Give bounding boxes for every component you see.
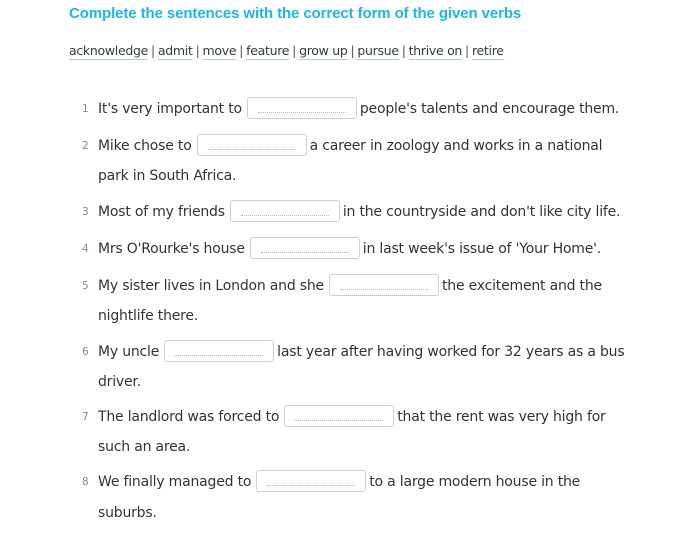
word-separator: | xyxy=(292,43,297,58)
word-separator: | xyxy=(401,43,406,58)
answer-input[interactable] xyxy=(329,274,439,296)
question-number: 8 xyxy=(82,476,89,488)
word-separator: | xyxy=(350,43,355,58)
sentence-text-before: Mike chose to xyxy=(98,138,192,154)
question-line xyxy=(98,234,601,264)
sentence-text-after: that the rent was very high for xyxy=(397,409,606,425)
answer-input[interactable] xyxy=(256,470,366,492)
question-line xyxy=(98,337,624,367)
word-bank-item-grow-up[interactable]: grow up xyxy=(299,43,348,58)
sentence-text-before: It's very important to xyxy=(98,101,242,117)
sentence-text-after: people's talents and encourage them. xyxy=(359,101,620,117)
sentence-text-after: in the countryside and don't like city life. xyxy=(342,204,621,220)
sentence-text-after: in last week's issue of 'Your Home'. xyxy=(362,241,602,257)
word-separator: | xyxy=(239,43,244,58)
answer-input[interactable] xyxy=(247,97,357,119)
answer-input[interactable] xyxy=(164,340,274,362)
answer-input[interactable] xyxy=(230,200,340,222)
sentence-text-before: Mrs O'Rourke's house xyxy=(98,241,245,257)
sentence-continuation: nightlife there. xyxy=(98,308,199,324)
question-number: 2 xyxy=(82,140,89,152)
word-separator: | xyxy=(195,43,200,58)
sentence-text-before: My sister lives in London and she xyxy=(98,278,324,294)
word-separator: | xyxy=(465,43,469,58)
answer-input[interactable] xyxy=(284,405,394,427)
sentence-text-after: a career in zoology and works in a national xyxy=(309,138,603,154)
answer-input[interactable] xyxy=(250,237,360,259)
sentence-text-before: Most of my friends xyxy=(98,204,225,220)
sentence-text-before: My uncle xyxy=(98,344,160,360)
sentence-text-before: The landlord was forced to xyxy=(98,409,280,425)
question-number: 5 xyxy=(82,280,89,292)
sentence-text-before: We finally managed to xyxy=(98,474,252,490)
word-bank xyxy=(69,43,504,58)
sentence-text-after: last year after having worked for 32 years as a bus xyxy=(277,344,625,360)
question-line xyxy=(98,271,602,301)
exercise-title: Complete the sentences with the correct form of the given verbs xyxy=(69,5,522,22)
question-line xyxy=(98,131,602,161)
word-bank-item-move[interactable]: move xyxy=(202,43,237,58)
question-number: 1 xyxy=(82,103,89,115)
question-line xyxy=(98,402,606,432)
question-number: 4 xyxy=(82,243,89,255)
question-number: 3 xyxy=(82,206,89,218)
word-bank-item-pursue[interactable]: pursue xyxy=(357,43,399,58)
word-separator: | xyxy=(151,43,155,58)
question-line xyxy=(98,94,619,124)
question-line xyxy=(98,197,620,227)
word-bank-item-feature[interactable]: feature xyxy=(246,43,290,58)
sentence-continuation: suburbs. xyxy=(98,505,157,521)
word-bank-item-admit[interactable]: admit xyxy=(157,43,193,58)
question-number: 6 xyxy=(82,346,89,358)
sentence-text-after: the excitement and the xyxy=(441,278,602,294)
answer-input[interactable] xyxy=(197,134,307,156)
sentence-continuation: such an area. xyxy=(98,439,191,455)
word-bank-item-retire[interactable]: retire xyxy=(471,43,504,58)
word-bank-item-thrive-on[interactable]: thrive on xyxy=(408,43,463,58)
sentence-continuation: driver. xyxy=(98,374,141,390)
word-bank-item-acknowledge[interactable]: acknowledge xyxy=(69,43,148,58)
question-line xyxy=(98,467,580,497)
sentence-continuation: park in South Africa. xyxy=(98,168,237,184)
question-number: 7 xyxy=(82,411,89,423)
sentence-text-after: to a large modern house in the xyxy=(369,474,581,490)
